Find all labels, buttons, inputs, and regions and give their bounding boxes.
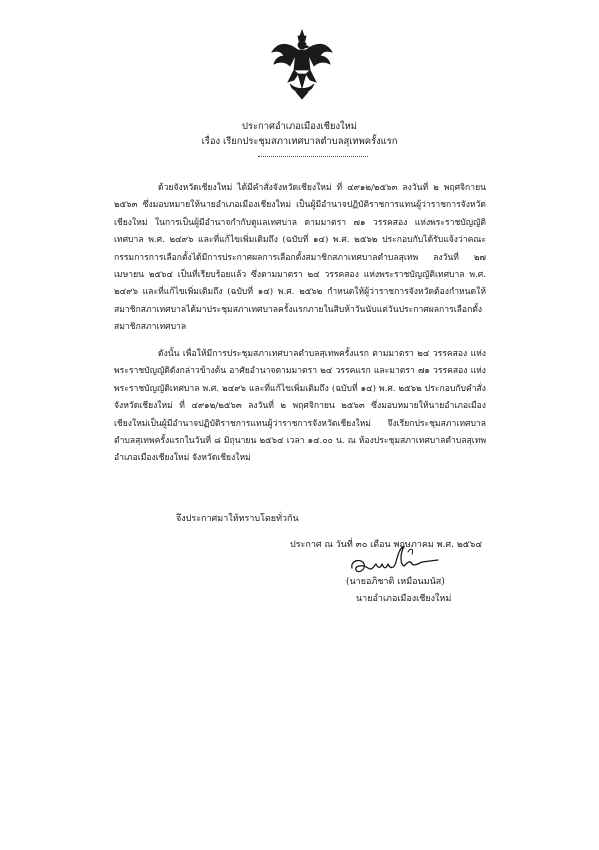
document-title: ประกาศอำเภอเมืองเชียงใหม่ <box>242 121 357 132</box>
signer-name: (นายอภิชาติ เหมือนมนัส) <box>346 577 445 587</box>
body-paragraph-1: ด้วยจังหวัดเชียงใหม่ ได้มีคำสั่งจังหวัดเชียงใหม่ ที่ ๔๙๑๒/๒๕๖๓ ลงวันที่ ๒ พฤศจิกายน ๒๕๖๓ ซึ่งมอบหมายให้นายอำเภอเมืองเชียงใหม่ เป็นผู้มีอำนาจปฏิบัติราชการแทนผู้ว่าราชการจังหวัดเชียงใหม่ ในการเป็นผู้มีอำนาจกำกับดูแลเทศบาล ตามมาตรา ๗๑ วรรคสอง แห่งพระราชบัญญัติเทศบาล พ.ศ. ๒๔๙๖ และที่แก้ไขเพิ่มเติมถึง (ฉบับที่ ๑๔) พ.ศ. ๒๕๖๒ ประกอบกับได้รับแจ้งว่าคณะกรรมการการเลือกตั้งได้มีการประกาศผลการเลือกตั้งสมาชิกสภาเทศบาลตำบลสุเทพ ลงวันที่ ๒๗ เมษายน ๒๕๖๔ เป็นที่เรียบร้อยแล้ว ซึ่งตามมาตรา ๒๔ วรรคสอง แห่งพระราชบัญญัติเทศบาล พ.ศ. ๒๔๙๖ และที่แก้ไขเพิ่มเติมถึง (ฉบับที่ ๑๔) พ.ศ. ๒๕๖๒ กำหนดให้ผู้ว่าราชการจังหวัดต้องกำหนดให้สมาชิกสภาเทศบาลได้มาประชุมสภาเทศบาลครั้งแรกภายในสิบห้าวันนับแต่วันประกาศผลการเลือกตั้งสมาชิกสภาเทศบาล <box>114 183 486 333</box>
date-line: ประกาศ ณ วันที่ ๓๐ เดือน พฤษภาคม พ.ศ. ๒๕๖๔ <box>290 540 483 550</box>
garuda-emblem-icon <box>270 28 334 100</box>
body-paragraph-2: ดังนั้น เพื่อให้มีการประชุมสภาเทศบาลตำบลสุเทพครั้งแรก ตามมาตรา ๒๔ วรรคสอง แห่งพระราชบัญญัติดังกล่าวข้างต้น อาศัยอำนาจตามมาตรา ๒๔ วรรคแรก และมาตรา ๗๑ วรรคสอง แห่งพระราชบัญญัติเทศบาล พ.ศ. ๒๔๙๖ และที่แก้ไขเพิ่มเติมถึง (ฉบับที่ ๑๔) พ.ศ. ๒๕๖๒ ประกอบกับคำสั่งจังหวัดเชียงใหม่ ที่ ๔๙๑๒/๒๕๖๓ ลงวันที่ ๒ พฤศจิกายน ๒๕๖๓ ซึ่งมอบหมายให้นายอำเภอเมืองเชียงใหม่เป็นผู้มีอำนาจปฏิบัติราชการแทนผู้ว่าราชการจังหวัดเชียงใหม่ จึงเรียกประชุมสภาเทศบาลตำบลสุเทพครั้งแรกในวันที่ ๘ มิถุนายน ๒๕๖๔ เวลา ๑๔.๐๐ น. ณ ห้องประชุมสภาเทศบาลตำบลสุเทพ อำเภอเมืองเชียงใหม่ จังหวัดเชียงใหม่ <box>114 349 486 464</box>
document-subject: เรื่อง เรียกประชุมสภาเทศบาลตำบลสุเทพครั้งแรก <box>201 136 398 147</box>
announcement-line: จึงประกาศมาให้ทราบโดยทั่วกัน <box>176 514 299 524</box>
dotted-divider <box>258 156 368 157</box>
signer-title: นายอำเภอเมืองเชียงใหม่ <box>356 594 452 604</box>
